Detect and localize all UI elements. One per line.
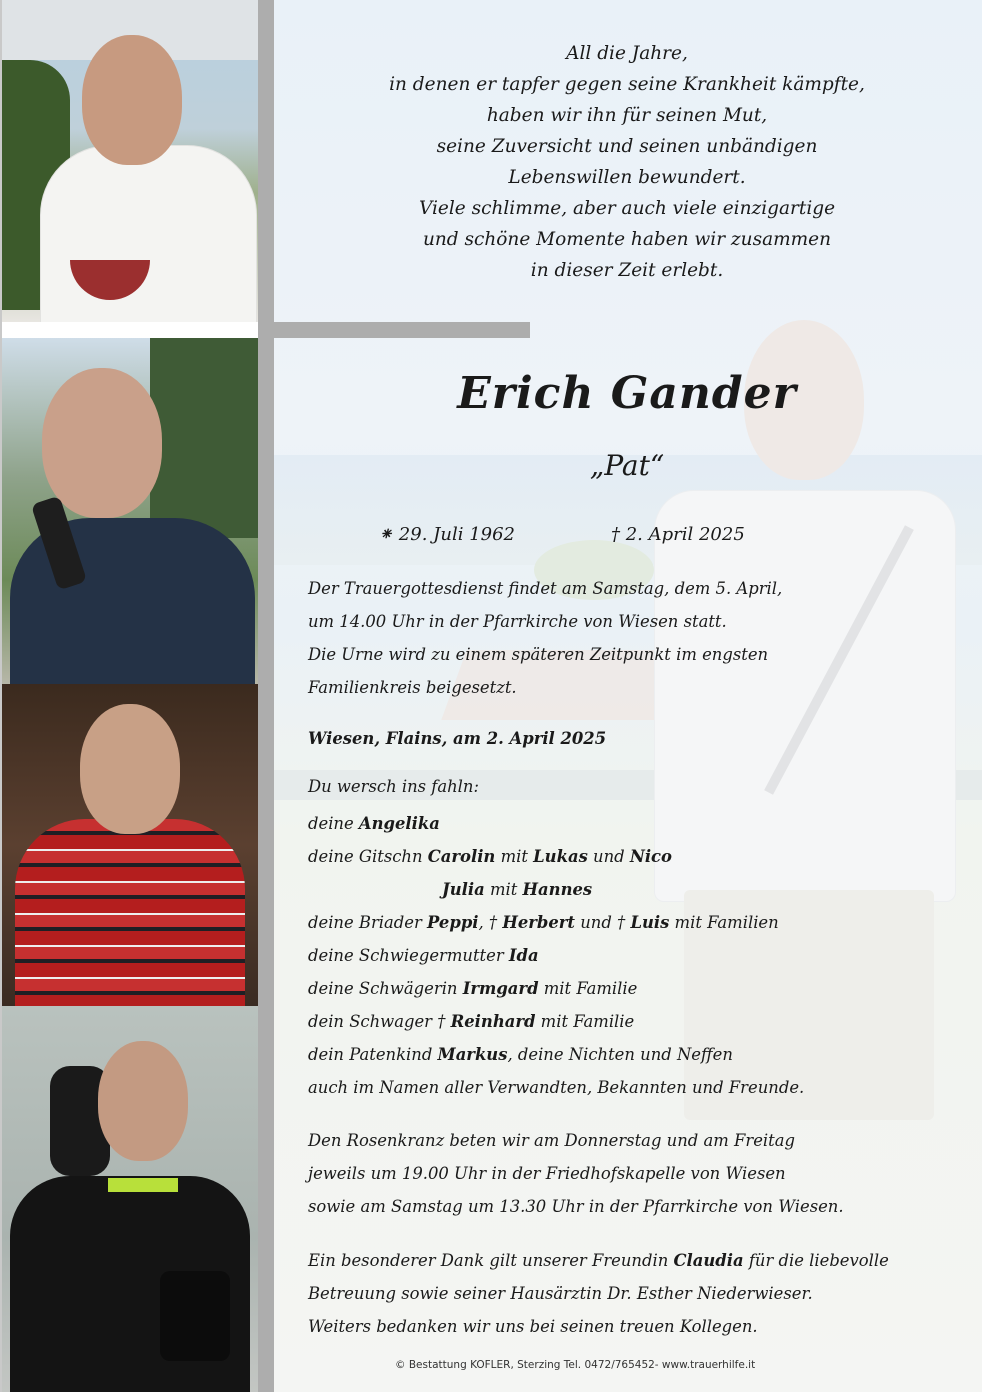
family-line: deine Schwiegermutter Ida (308, 946, 539, 965)
plaid-shirt (15, 819, 245, 1006)
footer-credit: © Bestattung KOFLER, Sterzing Tel. 0472/765452- www.trauerhilfe.it (395, 1359, 756, 1371)
family-list (308, 807, 968, 1104)
family-line: dein Patenkind Markus, deine Nichten und Neffen (308, 1045, 733, 1064)
rosary-text: Den Rosenkranz beten wir am Donnerstag und am Freitag jeweils um 19.00 Uhr in der Friedhofskapelle von Wiesen sowie am Samstag um 13.30 Uhr in der Pfarrkirche von Wiesen. (308, 1131, 844, 1216)
poem: All die Jahre, in denen er tapfer gegen seine Krankheit kämpfte, haben wir ihn für seinen Mut, seine Zuversicht und seinen unbändigen Lebenswillen bewundert. Viele schlimme, aber auch viele einzigartige und schöne Momente haben wir zusammen in dieser Zeit erlebt. (389, 43, 865, 281)
deceased-name: Erich Gander (457, 368, 797, 419)
service-text: Der Trauergottesdienst findet am Samstag, dem 5. April, um 14.00 Uhr in der Pfarrkirche von Wiesen statt. Die Urne wird zu einem späteren Zeitpunkt im engsten Familienkreis beigesetzt. (308, 579, 783, 697)
cross-vertical-bar (258, 0, 274, 1392)
thanks-text: Ein besonderer Dank gilt unserer Freundin Claudia für die liebevolle Betreuung sowie seiner Hausärztin Dr. Esther Niederwieser. Weiters bedanken wir uns bei seinen treuen Kollegen. (308, 1251, 889, 1336)
family-line: auch im Namen aller Verwandten, Bekannten und Freunde. (308, 1078, 805, 1097)
place-date: Wiesen, Flains, am 2. April 2025 (308, 729, 607, 748)
family-line: deine Schwägerin Irmgard mit Familie (308, 979, 638, 998)
birth-date: ⁕ 29. Juli 1962 (378, 524, 516, 545)
family-line: deine Gitschn Carolin mit Lukas und Nico (308, 847, 672, 866)
family-line: Julia mit Hannes (442, 880, 593, 899)
family-line: dein Schwager † Reinhard mit Familie (308, 1012, 635, 1031)
camera (160, 1271, 230, 1361)
photo-1 (0, 0, 258, 322)
farewell-line: Du wersch ins fahln: (308, 777, 479, 796)
cross-horizontal-bar (258, 322, 530, 338)
photo-4 (0, 1006, 258, 1392)
family-line: deine Angelika (308, 814, 440, 833)
family-line: deine Briader Peppi, † Herbert und † Luis mit Familien (308, 913, 779, 932)
death-date: † 2. April 2025 (611, 524, 745, 545)
nickname: „Pat“ (589, 449, 665, 482)
left-edge (0, 0, 2, 1392)
photo-2 (0, 338, 258, 684)
photo-3 (0, 684, 258, 1006)
